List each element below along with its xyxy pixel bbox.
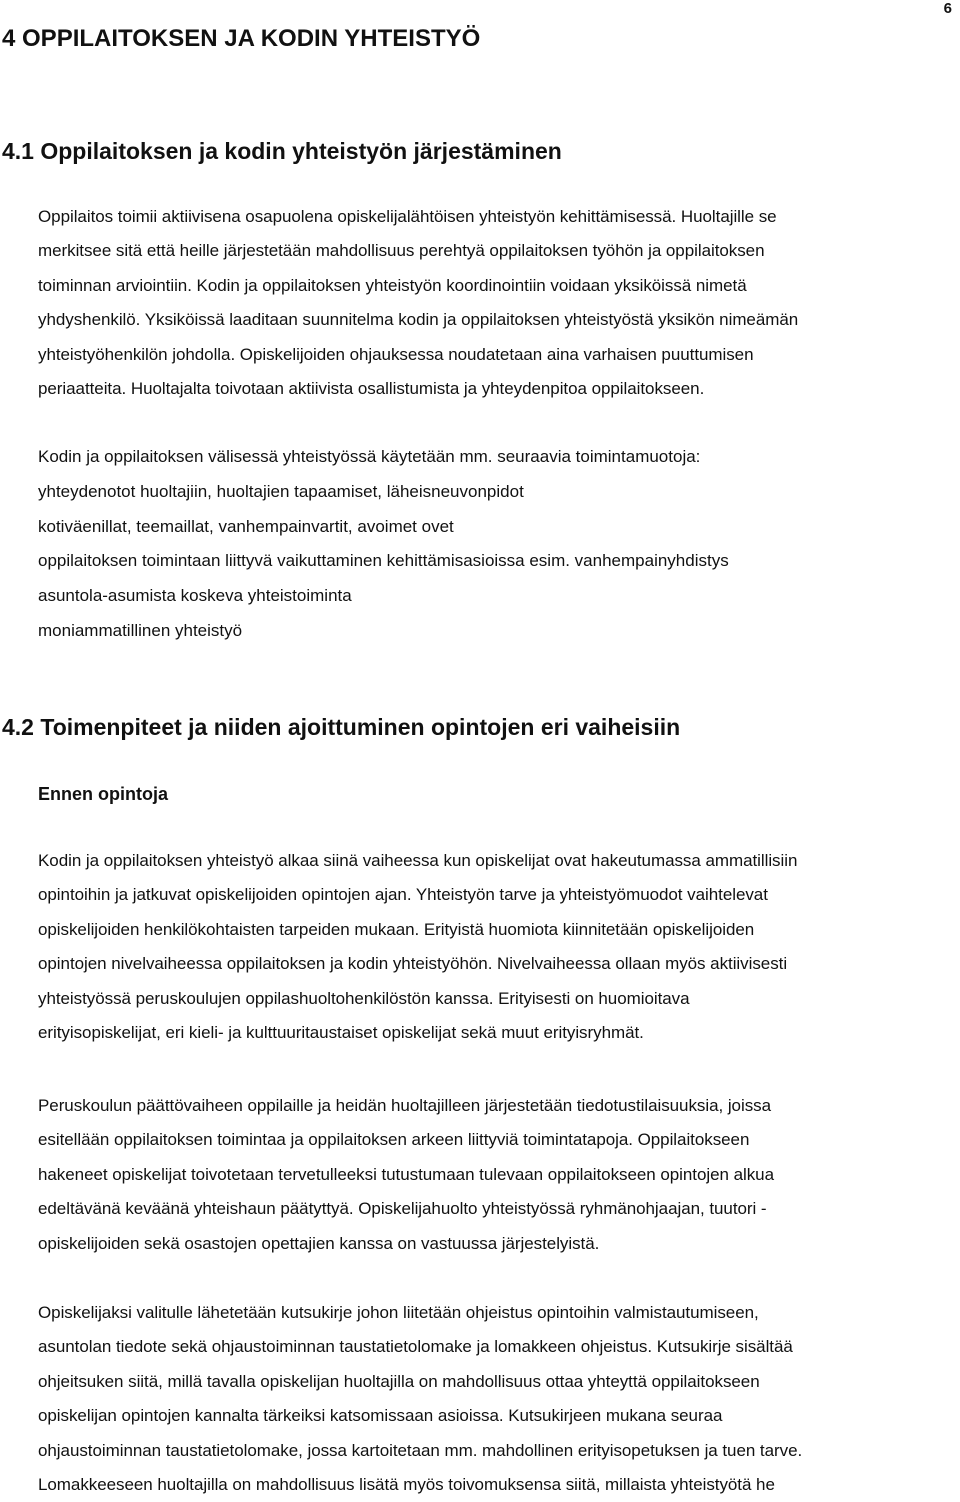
paragraph-line: Oppilaitos toimii aktiivisena osapuolena opiskelijalähtöisen yhteistyön kehittämisessä. Huoltajille se (38, 207, 777, 226)
paragraph-line: esitellään oppilaitoksen toimintaa ja oppilaitoksen arkeen liittyviä toimintatapoja. Oppilaitokseen (38, 1130, 750, 1150)
paragraph-line: opiskelijoiden sekä osastojen opettajien kanssa on vastuussa järjestelyistä. (38, 1233, 600, 1253)
section-4-1-paragraph (38, 200, 943, 406)
page-number: 6 (943, 0, 952, 17)
paragraph-line: opiskelijoiden henkilökohtaisten tarpeiden mukaan. Erityistä huomiota kiinnitetään opiskelijoiden (38, 919, 755, 939)
paragraph-line: opiskelijan opintojen kannalta tärkeiksi katsomissaan asioissa. Kutsukirjeen mukana seuraa (38, 1406, 723, 1426)
section-4-2-paragraph-1 (38, 844, 943, 1050)
paragraph-line: opintoihin ja jatkuvat opiskelijoiden opintojen ajan. Yhteistyön tarve ja yhteistyömuodot vaihtelevat (38, 885, 768, 905)
list-item: asuntola-asumista koskeva yhteistoiminta (38, 586, 352, 606)
activity-list (38, 440, 943, 649)
paragraph-line: merkitsee sitä että heille järjestetään mahdollisuus perehtyä oppilaitoksen työhön ja oppilaitoksen (38, 241, 765, 261)
paragraph-line: periaatteita. Huoltajalta toivotaan aktiivista osallistumista ja yhteydenpitoa oppilaitokseen. (38, 379, 705, 399)
section-heading-4-1: 4.1 Oppilaitoksen ja kodin yhteistyön järjestäminen (2, 138, 562, 164)
paragraph-line: hakeneet opiskelijat toivotetaan tervetulleeksi tutustumaan tulevaan oppilaitokseen opintojen alkua (38, 1164, 774, 1184)
section-4-2-paragraph-2 (38, 1089, 943, 1261)
paragraph-line: Opiskelijaksi valitulle lähetetään kutsukirje johon liitetään ohjeistus opintoihin valmistautumiseen, (38, 1303, 759, 1322)
paragraph-line: opintojen nivelvaiheessa oppilaitoksen ja kodin yhteistyöhön. Nivelvaiheessa ollaan myös aktiivisesti (38, 954, 788, 974)
paragraph-line: erityisopiskelijat, eri kieli- ja kulttuuritaustaiset opiskelijat sekä muut erityisryhmät. (38, 1023, 644, 1043)
paragraph-line: yhdyshenkilö. Yksiköissä laaditaan suunnitelma kodin ja oppilaitoksen yhteistyöstä yksikön nimeämän (38, 310, 799, 330)
paragraph-line: Peruskoulun päättövaiheen oppilaille ja heidän huoltajilleen järjestetään tiedotustilaisuuksia, joissa (38, 1096, 771, 1115)
list-item: oppilaitoksen toimintaan liittyvä vaikuttaminen kehittämisasioissa esim. vanhempainyhdistys (38, 551, 729, 571)
paragraph-line: asuntolan tiedote sekä ohjaustoiminnan taustatietolomake ja lomakkeen ohjeistus. Kutsukirje sisältää (38, 1337, 793, 1357)
paragraph-line: ohjeitsuken siitä, millä tavalla opiskelijan huoltajilla on mahdollisuus ottaa yhteyttä oppilaitokseen (38, 1371, 760, 1391)
paragraph-line: Lomakkeeseen huoltajilla on mahdollisuus lisätä myös toivomuksensa siitä, millaista yhteistyötä he (38, 1475, 775, 1495)
chapter-heading: 4 OPPILAITOKSEN JA KODIN YHTEISTYÖ (2, 25, 481, 52)
section-heading-4-2: 4.2 Toimenpiteet ja niiden ajoittuminen opintojen eri vaiheisiin (2, 714, 681, 740)
list-intro: Kodin ja oppilaitoksen välisessä yhteistyössä käytetään mm. seuraavia toimintamuotoja: (38, 447, 701, 466)
paragraph-line: Kodin ja oppilaitoksen yhteistyö alkaa siinä vaiheessa kun opiskelijat ovat hakeutumassa ammatillisiin (38, 851, 798, 870)
list-item: yhteydenotot huoltajiin, huoltajien tapaamiset, läheisneuvonpidot (38, 481, 524, 501)
paragraph-line: yhteistyössä peruskoulujen oppilashuoltohenkilöstön kanssa. Erityisesti on huomioitava (38, 988, 690, 1008)
paragraph-line: edeltävänä keväänä yhteishaun päätyttyä. Opiskelijahuolto yhteistyössä ryhmänohjaajan, tuutori - (38, 1199, 767, 1219)
list-item: kotiväenillat, teemaillat, vanhempainvartit, avoimet ovet (38, 516, 454, 536)
paragraph-line: ohjaustoiminnan taustatietolomake, jossa kartoitetaan mm. mahdollinen erityisopetuksen ja tuen tarve. (38, 1440, 803, 1460)
subsection-heading-before-studies: Ennen opintoja (38, 784, 168, 804)
paragraph-line: toiminnan arviointiin. Kodin ja oppilaitoksen yhteistyön koordinointiin voidaan yksiköissä nimetä (38, 275, 747, 295)
list-item: moniammatillinen yhteistyö (38, 620, 243, 640)
section-4-2-paragraph-3 (38, 1296, 943, 1502)
paragraph-line: yhteistyöhenkilön johdolla. Opiskelijoiden ohjauksessa noudatetaan aina varhaisen puuttumisen (38, 344, 754, 364)
